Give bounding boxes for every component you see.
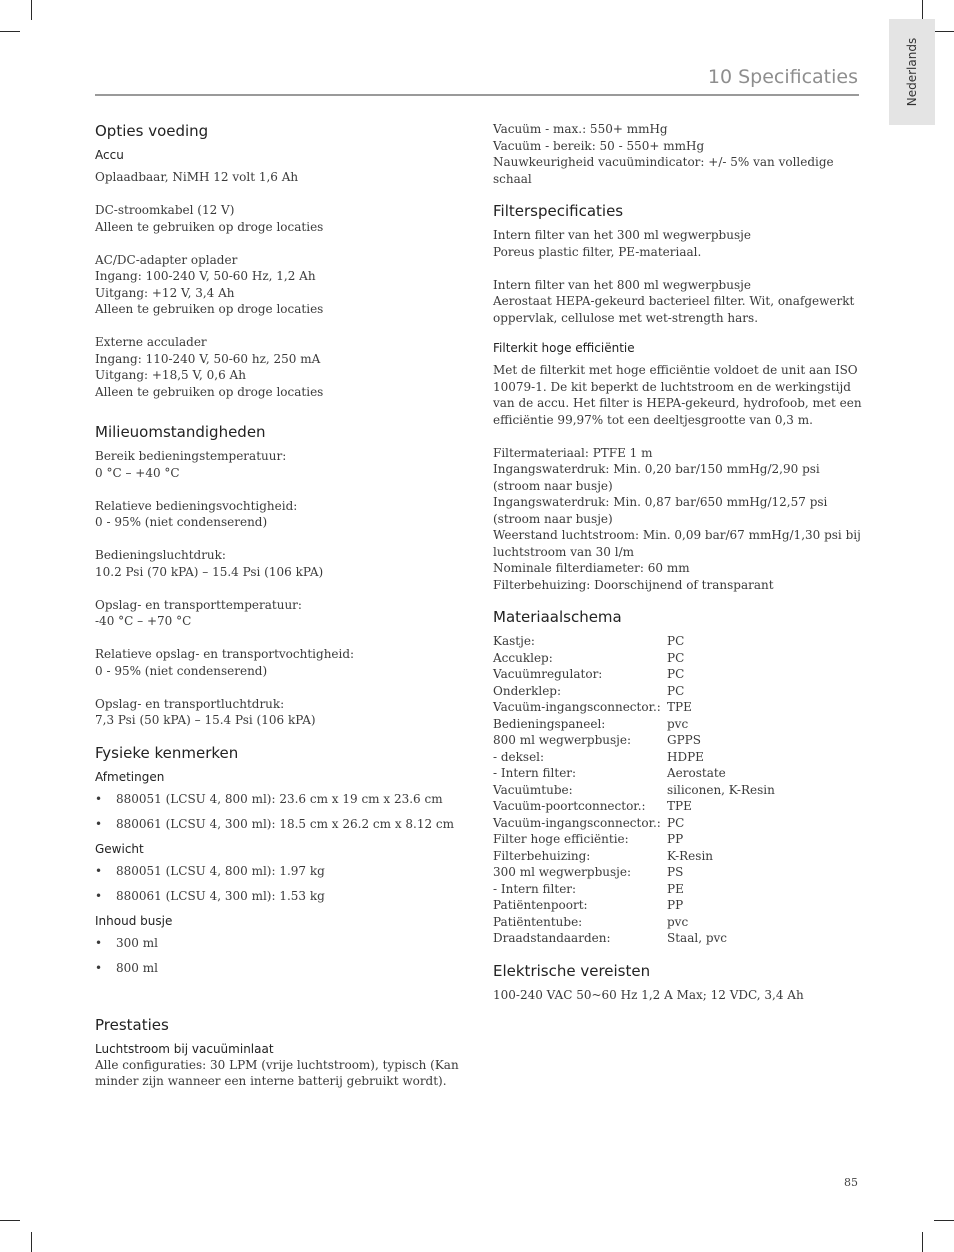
crop-mark <box>31 0 32 20</box>
table-row <box>493 749 775 766</box>
list-item <box>95 816 465 833</box>
gewicht-list <box>95 863 465 905</box>
language-tab-label: Nederlands <box>905 37 919 107</box>
table-row <box>493 633 775 650</box>
bullet: • <box>95 935 103 950</box>
material-value: PC <box>667 634 685 648</box>
table-row <box>493 930 775 947</box>
material-part: Vacuüm-ingangsconnector.: <box>493 815 661 830</box>
material-value: Aerostate <box>667 766 726 780</box>
material-part: 800 ml wegwerpbusje: <box>493 733 632 747</box>
list-item-text: 800 ml <box>116 960 158 975</box>
material-value: PC <box>667 815 685 830</box>
table-row <box>493 881 775 898</box>
right-column <box>493 121 863 1003</box>
material-part: Accuklep: <box>493 650 553 665</box>
material-value: GPPS <box>667 733 701 747</box>
section-title-materiaal: Materiaalschema <box>493 608 622 626</box>
filter-material-text: Filtermateriaal: PTFE 1 m Ingangswaterdruk: Min. 0,20 bar/150 mmHg/2,90 psi (stroom naar busje) Ingangswaterdruk: Min. 0,87 bar/650 mmHg/12,57 psi (stroom naar busje) Weerstand luchtstroom: Min. 0,09 bar/67 mmHg/1,30 psi bij luchtstroom van 30 l/m Nominale filterdiameter: 60 mm Filterbehuizing: Doorschijnend of transparant <box>493 445 861 592</box>
table-row <box>493 848 775 865</box>
table-row <box>493 831 775 848</box>
material-part: Patiëntenpoort: <box>493 898 588 912</box>
dc-cable-text: DC-stroomkabel (12 V) Alleen te gebruiken op droge locaties <box>95 203 324 234</box>
material-part: Patiëntentube: <box>493 914 583 929</box>
material-value: PS <box>667 865 684 879</box>
material-value: siliconen, K-Resin <box>667 782 775 797</box>
section-title-prestaties: Prestaties <box>95 1015 169 1034</box>
language-tab <box>889 19 935 125</box>
subsection-title-luchtstroom: Luchtstroom bij vacuüminlaat <box>95 1041 274 1056</box>
filter-300ml-text: Intern filter van het 300 ml wegwerpbusje Poreus plastic filter, PE-materiaal. <box>493 228 751 259</box>
filterkit-text: Met de filterkit met hoge efficiëntie voldoet de unit aan ISO 10079-1. De kit beperkt de luchtstroom en de werkingstijd van de accu. Het filter is HEPA-gekeurd, hydrofoob, met een efficiëntie 99,97% tot een deeltjesgrootte van 0,3 m. <box>493 363 862 427</box>
prestaties-text: Alle configuraties: 30 LPM (vrije luchtstroom), typisch (Kan minder zijn wanneer een interne batterij gebruikt wordt). <box>95 1057 459 1088</box>
table-row <box>493 732 775 749</box>
table-row <box>493 716 775 733</box>
env-operating-pressure: Bedieningsluchtdruk: 10.2 Psi (70 kPA) – 15.4 Psi (106 kPA) <box>95 548 324 579</box>
material-part: Kastje: <box>493 634 535 648</box>
bullet: • <box>95 863 103 878</box>
list-item <box>95 935 465 952</box>
material-part: - Intern filter: <box>493 766 577 780</box>
table-row <box>493 666 775 683</box>
material-part: 300 ml wegwerpbusje: <box>493 865 632 879</box>
env-storage-humidity: Relatieve opslag- en transportvochtigheid: 0 - 95% (niet condenserend) <box>95 647 355 678</box>
header-divider <box>95 94 859 96</box>
list-item <box>95 791 465 808</box>
material-value: PC <box>667 683 685 698</box>
list-item-text: 880061 (LCSU 4, 300 ml): 1.53 kg <box>116 888 325 903</box>
table-row <box>493 897 775 914</box>
accu-text: Oplaadbaar, NiMH 12 volt 1,6 Ah <box>95 170 299 184</box>
subsection-title-afmetingen: Afmetingen <box>95 769 165 784</box>
crop-mark <box>922 1232 923 1252</box>
list-item <box>95 960 465 977</box>
crop-mark <box>0 31 20 32</box>
section-title-opties-voeding: Opties voeding <box>95 122 209 140</box>
material-part: Bedieningspaneel: <box>493 716 606 731</box>
material-value: HDPE <box>667 749 704 764</box>
crop-mark <box>934 31 954 32</box>
bullet: • <box>95 960 103 975</box>
crop-mark <box>922 0 923 20</box>
external-charger-text: Externe acculader Ingang: 110-240 V, 50-60 hz, 250 mA Uitgang: +18,5 V, 0,6 Ah Alleen te gebruiken op droge locaties <box>95 335 324 399</box>
page-number: 85 <box>844 1176 858 1189</box>
crop-mark <box>934 1220 954 1221</box>
table-row <box>493 914 775 931</box>
filter-800ml-text: Intern filter van het 800 ml wegwerpbusje Aerostaat HEPA-gekeurd bacterieel filter. Wit, onafgewerkt oppervlak, cellulose met wet-strength hars. <box>493 277 855 325</box>
material-part: Draadstandaarden: <box>493 931 611 945</box>
env-operating-humidity: Relatieve bedieningsvochtigheid: 0 - 95% (niet condenserend) <box>95 498 298 529</box>
section-title-elektrisch: Elektrische vereisten <box>493 961 651 980</box>
material-part: Vacuümregulator: <box>493 667 603 681</box>
subsection-title-accu: Accu <box>95 148 124 162</box>
left-column <box>95 121 465 1090</box>
material-value: TPE <box>667 799 692 813</box>
material-value: K-Resin <box>667 848 714 863</box>
subsection-title-filterkit: Filterkit hoge efficiëntie <box>493 341 635 355</box>
section-title-milieu: Milieuomstandigheden <box>95 423 266 441</box>
electrical-text: 100-240 VAC 50~60 Hz 1,2 A Max; 12 VDC, 3,4 Ah <box>493 987 804 1002</box>
table-row <box>493 699 775 716</box>
section-title-filter: Filterspecificaties <box>493 202 624 220</box>
crop-mark <box>0 1220 20 1221</box>
material-value: TPE <box>667 700 692 714</box>
afmetingen-list <box>95 791 465 833</box>
list-item <box>95 888 465 905</box>
material-part: Vacuüm-poortconnector.: <box>493 799 646 813</box>
table-row <box>493 650 775 667</box>
bullet: • <box>95 888 103 903</box>
inhoud-list <box>95 935 465 977</box>
env-storage-pressure: Opslag- en transportluchtdruk: 7,3 Psi (50 kPA) – 15.4 Psi (106 kPA) <box>95 696 316 727</box>
env-operating-temp: Bereik bedieningstemperatuur: 0 °C – +40 °C <box>95 449 287 480</box>
material-part: Filter hoge efficiëntie: <box>493 832 629 846</box>
table-row <box>493 683 775 700</box>
material-value: PC <box>667 650 685 665</box>
list-item-text: 300 ml <box>116 935 158 950</box>
material-value: PP <box>667 898 684 912</box>
list-item-text: 880061 (LCSU 4, 300 ml): 18.5 cm x 26.2 cm x 8.12 cm <box>116 816 455 831</box>
crop-mark <box>31 1232 32 1252</box>
section-title-fysieke: Fysieke kenmerken <box>95 743 239 762</box>
vacuum-specs: Vacuüm - max.: 550+ mmHg Vacuüm - bereik: 50 - 550+ mmHg Nauwkeurigheid vacuümindicator: +/- 5% van volledige schaal <box>493 122 834 186</box>
subsection-title-gewicht: Gewicht <box>95 841 144 856</box>
page-title: 10 Specificaties <box>707 66 858 88</box>
material-part: Vacuümtube: <box>493 782 573 797</box>
material-value: PE <box>667 881 684 896</box>
material-value: pvc <box>667 716 689 731</box>
list-item <box>95 863 465 880</box>
env-storage-temp: Opslag- en transporttemperatuur: -40 °C – +70 °C <box>95 597 302 628</box>
list-item-text: 880051 (LCSU 4, 800 ml): 23.6 cm x 19 cm x 23.6 cm <box>116 791 443 806</box>
table-row <box>493 782 775 799</box>
material-value: pvc <box>667 914 689 929</box>
list-item-text: 880051 (LCSU 4, 800 ml): 1.97 kg <box>116 863 325 878</box>
subsection-title-inhoud: Inhoud busje <box>95 913 173 928</box>
material-part: - Intern filter: <box>493 881 577 896</box>
table-row <box>493 765 775 782</box>
material-value: Staal, pvc <box>667 931 727 945</box>
material-value: PC <box>667 667 685 681</box>
material-part: Filterbehuizing: <box>493 848 591 863</box>
material-part: Vacuüm-ingangsconnector.: <box>493 700 661 714</box>
bullet: • <box>95 816 103 831</box>
table-row <box>493 864 775 881</box>
material-table <box>493 633 775 947</box>
table-row <box>493 815 775 832</box>
material-part: Onderklep: <box>493 683 562 698</box>
bullet: • <box>95 791 103 806</box>
table-row <box>493 798 775 815</box>
acdc-adapter-text: AC/DC-adapter oplader Ingang: 100-240 V, 50-60 Hz, 1,2 Ah Uitgang: +12 V, 3,4 Ah Alleen te gebruiken op droge locaties <box>95 252 324 316</box>
material-part: - deksel: <box>493 749 545 764</box>
material-value: PP <box>667 832 684 846</box>
